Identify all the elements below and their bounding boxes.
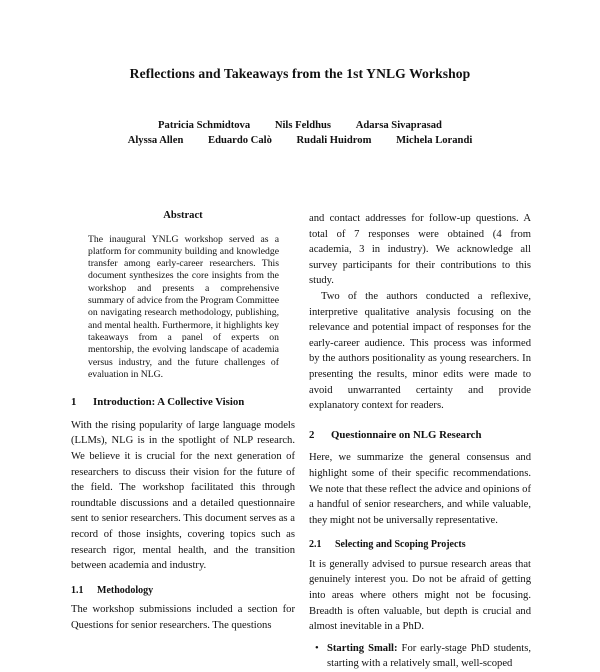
- bullet-list: [309, 641, 531, 672]
- author-name: Michela Lorandi: [396, 135, 473, 146]
- abstract-text: The inaugural YNLG workshop served as a platform for community building and knowledge transfer among early-career researchers. This document synthesizes the core insights from the workshop and presents a comprehensive summary of advice from the Program Committee on navigating research methodology, publishing, and mental health. Furthermore, it highlights key takeaways from a panel of experts on mentorship, the evolving landscape of academia versus industry, and the future challenges of evaluation in NLG.: [88, 233, 280, 380]
- subsection-title: Methodology: [97, 584, 154, 596]
- section-number: 1: [71, 396, 77, 409]
- section-paragraph: With the rising popularity of large language models (LLMs), NLG is in the spotlight of NLP research. We believe it is crucial for the next generation of researchers to discuss their vision for the future of the field. The workshop facilitated this through roundtable discussions and a detailed questionnaire sent to senior researchers. This document serves as a record of those insights, covering topics such as research rigor, mental health, and the transition between academia and industry.: [71, 419, 295, 572]
- list-item: [327, 641, 531, 672]
- section-paragraph: and contact addresses for follow-up questions. A total of 7 responses were obtained (4 from academia, 3 in industry). We acknowledge all survey participants for their contributions to this study.: [309, 213, 531, 287]
- abstract-heading: Abstract: [163, 210, 203, 221]
- section-paragraph: The workshop submissions included a section for Questions for senior researchers. The questions: [71, 604, 295, 631]
- bullet-text: For early-stage PhD students, starting with a relatively small, well-scoped: [327, 642, 531, 670]
- section-title: Questionnaire on NLG Research: [331, 428, 482, 441]
- author-name: Nils Feldhus: [274, 120, 332, 131]
- author-name: Patricia Schmidtova: [158, 120, 251, 131]
- section-heading: [71, 395, 295, 411]
- section-paragraph: Two of the authors conducted a reflexive, interpretive qualitative analysis focusing on the relevance and potential impact of responses for the early-career audience. This process was informed by the authors positionality as young researchers. In presenting the results, minor edits were made to avoid unwarranted certainty and provide explanatory context for readers.: [309, 290, 531, 412]
- author-name: Rudali Huidrom: [296, 135, 372, 146]
- left-column: [71, 208, 295, 633]
- bullet-label: Starting Small:: [327, 642, 398, 654]
- section-title: Introduction: A Collective Vision: [93, 396, 245, 409]
- subsection-title: Selecting and Scoping Projects: [335, 539, 466, 551]
- subsection-number: 1.1: [71, 584, 84, 596]
- subsection-number: 2.1: [309, 539, 322, 551]
- subsection-heading: [71, 583, 295, 599]
- author-name: Eduardo Calò: [208, 135, 272, 146]
- section-number: 2: [309, 428, 315, 441]
- section-paragraph: Here, we summarize the general consensus and highlight some of their specific recommendations. We note that these reflect the advice and opinions of a handful of senior researchers, and while valuable, they might not be universally representative.: [309, 452, 531, 526]
- right-column: [309, 211, 531, 672]
- section-paragraph: It is generally advised to pursue research areas that genuinely interest you. Do not be afraid of getting into areas where others might not be focusing. Breadth is often valuable, but depth is crucial and almost inevitable in a PhD.: [309, 558, 531, 633]
- author-list-row-1: [0, 120, 600, 131]
- author-list-row-2: [0, 135, 600, 146]
- section-heading: [309, 428, 531, 444]
- paper-title: Reflections and Takeaways from the 1st YNLG Workshop: [129, 66, 471, 81]
- author-name: Adarsa Sivaprasad: [355, 120, 442, 131]
- author-name: Alyssa Allen: [127, 135, 184, 146]
- subsection-heading: [309, 537, 531, 553]
